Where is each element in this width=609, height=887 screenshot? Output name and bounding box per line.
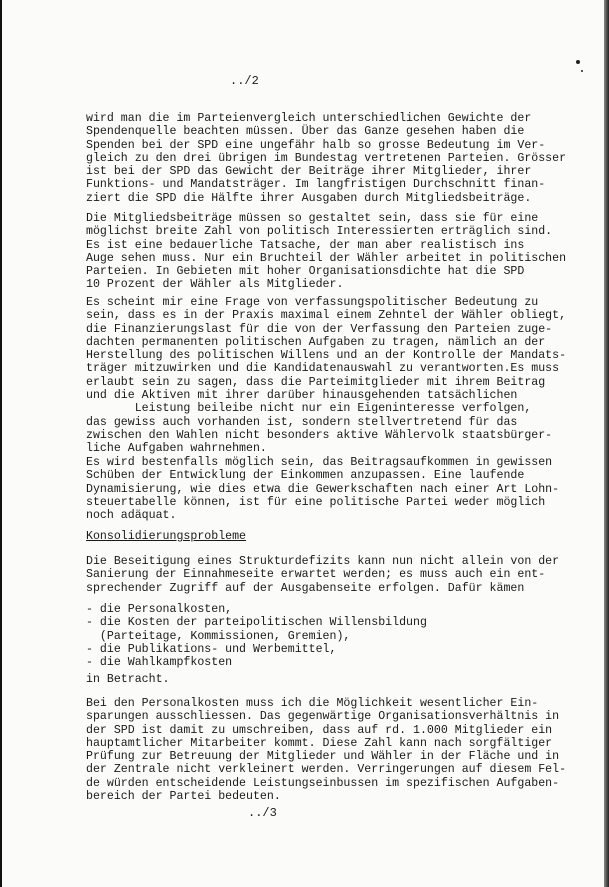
text-line: erlaubt sein zu sagen, dass die Parteimitglieder mit ihrem Beitrag xyxy=(86,375,546,389)
text-line: Schüben der Entwicklung der Einkommen anzupassen. Eine laufende xyxy=(86,469,525,483)
text-line: - die Publikations- und Werbemittel, xyxy=(86,642,337,656)
text-line: sparungen ausschliessen. Das gegenwärtige Organisationsverhältnis in xyxy=(86,710,560,724)
text-line: wird man die im Parteienvergleich unterschiedlichen Gewichte der xyxy=(86,112,532,125)
text-line: liche Aufgaben wahrnehmen. xyxy=(86,442,267,456)
text-line: Leistung beileibe nicht nur ein Eigeninteresse verfolgen, xyxy=(86,402,532,416)
body-text xyxy=(86,0,594,804)
page-number-top: ../2 xyxy=(230,74,259,88)
section-closing: in Betracht. xyxy=(86,673,170,686)
text-line: Es ist eine bedauerliche Tatsache, der man aber realistisch ins xyxy=(86,238,525,252)
text-line: Sanierung der Einnahmeseite erwartet werden; es muss auch ein ent- xyxy=(86,568,546,582)
paragraph-3 xyxy=(86,296,566,456)
text-line: 10 Prozent der Wähler als Mitglieder. xyxy=(86,278,344,292)
text-line: - die Kosten der parteipolitischen Willensbildung xyxy=(86,616,427,630)
text-line: Es wird bestenfalls möglich sein, das Beitragsaufkommen in gewissen xyxy=(86,456,553,469)
text-line: Auge sehen muss. Nur ein Bruchteil der Wähler arbeitet in politischen xyxy=(86,251,567,265)
text-line: träger mitzuwirken und die Kandidatenauswahl zu verantworten.Es muss xyxy=(86,362,560,376)
text-line: - die Personalkosten, xyxy=(86,603,233,616)
text-line: Spendenquelle beachten müssen. Über das Ganze gesehen haben die xyxy=(86,125,525,139)
section-heading: Konsolidierungsprobleme xyxy=(86,530,247,543)
text-line: steuertabelle können, ist für eine politische Partei weder möglich xyxy=(86,495,546,509)
text-line: Prüfung zur Betreuung der Mitglieder und Wähler in der Fläche und in xyxy=(86,750,560,764)
text-line: zwischen den Wahlen nicht besonders aktive Wählervolk staatsbürger- xyxy=(86,428,553,442)
text-line: ist bei der SPD das Gewicht der Beiträge ihrer Mitglieder, ihrer xyxy=(86,165,532,179)
text-line: die Finanzierungslast für die von der Verfassung den Parteien zuge- xyxy=(86,322,553,336)
text-line: möglichst breite Zahl von politisch Interessierten erträglich sind. xyxy=(86,225,553,239)
text-line: Spenden bei der SPD eine ungefähr halb so grosse Bedeutung im Ver- xyxy=(86,138,546,152)
text-line: der Zentrale nicht verkleinert werden. Verringerungen auf diesem Fel- xyxy=(86,763,567,777)
text-line: das gewiss auch vorhanden ist, sondern stellvertretend für das xyxy=(86,415,518,429)
text-line: - die Wahlkampfkosten xyxy=(86,656,233,670)
text-line: noch adäquat. xyxy=(86,509,177,523)
text-line: Dynamisierung, wie dies etwa die Gewerkschaften nach einer Art Lohn- xyxy=(86,482,560,496)
cost-list xyxy=(86,603,427,669)
text-line: de würden entscheidende Leistungseinbussen im spezifischen Aufgaben- xyxy=(86,776,560,790)
text-line: sprechender Zugriff auf der Ausgabenseite erfolgen. Dafür kämen xyxy=(86,581,525,595)
page-number-bottom: ../3 xyxy=(248,806,277,820)
text-line: gleich zu den drei übrigen im Bundestag vertretenen Parteien. Grösser xyxy=(86,151,567,165)
text-line: hauptamtlicher Mitarbeiter kommt. Diese Zahl kann nach sorgfältiger xyxy=(86,736,553,750)
paragraph-4 xyxy=(86,456,559,522)
text-line: und die Aktiven mit ihrer darüber hinausgehenden tatsächlichen xyxy=(86,389,518,403)
paragraph-1 xyxy=(86,112,566,205)
text-line: Die Mitgliedsbeiträge müssen so gestaltet sein, dass sie für eine xyxy=(86,212,539,225)
text-line: dachten permanenten politischen Aufgaben zu tragen, nämlich an der xyxy=(86,335,546,349)
section-final-paragraph xyxy=(86,697,566,803)
text-line: (Parteitage, Kommissionen, Gremien), xyxy=(86,629,351,643)
text-line: Bei den Personalkosten muss ich die Möglichkeit wesentlicher Ein- xyxy=(86,697,539,710)
section-intro xyxy=(86,555,559,595)
text-line: sein, dass es in der Praxis maximal einem Zehntel der Wähler obliegt, xyxy=(86,309,567,323)
text-line: Funktions- und Mandatsträger. Im langfristigen Durchschnitt finan- xyxy=(86,178,546,192)
text-line: Es scheint mir eine Frage von verfassungspolitischer Bedeutung zu xyxy=(86,296,539,309)
paragraph-2 xyxy=(86,212,566,292)
scan-edge xyxy=(604,0,609,887)
text-line: Herstellung des politischen Willens und an der Kontrolle der Mandats- xyxy=(86,349,567,363)
text-line: Die Beseitigung eines Strukturdefizits kann nun nicht allein von der xyxy=(86,555,560,568)
text-line: Parteien. In Gebieten mit hoher Organisationsdichte hat die SPD xyxy=(86,265,525,279)
text-line: bereich der Partei bedeuten. xyxy=(86,790,281,804)
text-line: ziert die SPD die Hälfte ihrer Ausgaben durch Mitgliedsbeiträge. xyxy=(86,191,532,205)
text-line: der SPD ist damit zu umschreiben, dass auf rd. 1.000 Mitglieder ein xyxy=(86,723,553,737)
